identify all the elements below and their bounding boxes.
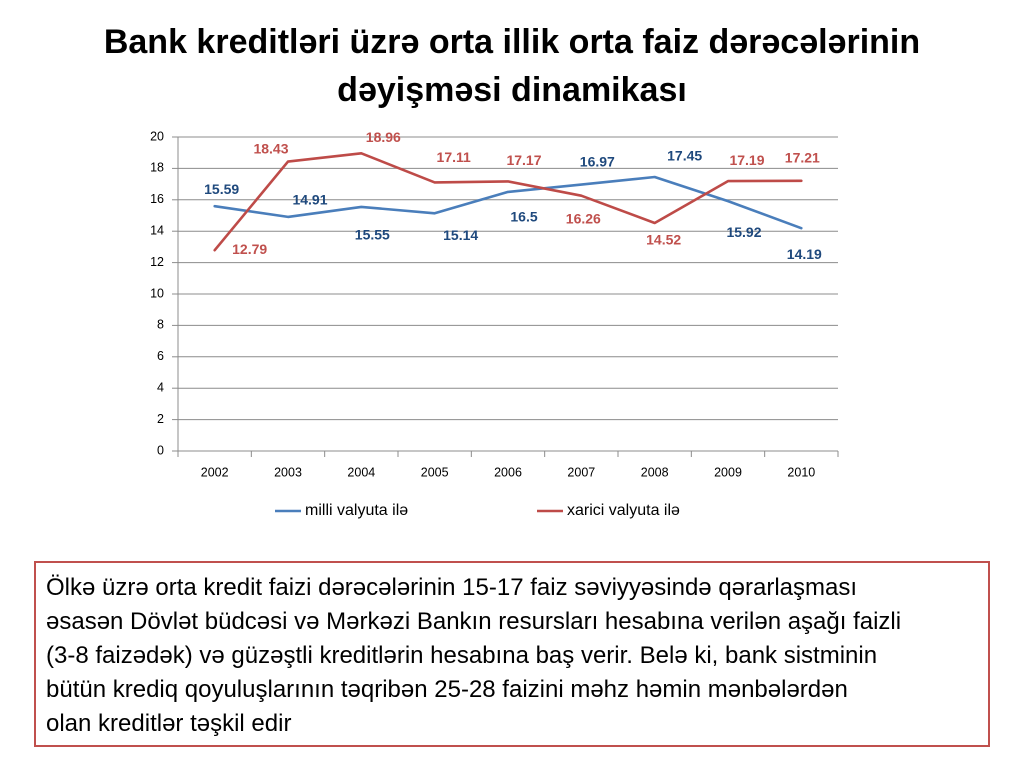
data-label: 14.52 [646,231,682,248]
y-tick-label: 20 [150,129,164,144]
x-tick-label: 2002 [200,465,229,480]
y-tick-label: 10 [150,286,164,301]
note-line: olan kreditlər təşkil edir [46,710,292,737]
legend-label: milli valyuta ilə [305,502,409,520]
data-label: 15.55 [354,226,390,243]
note-line: əsasən Dövlət büdcəsi və Mərkəzi Bankın resursları hesabına verilən aşağı faizli [46,608,902,635]
legend-label: xarici valyuta ilə [567,502,680,520]
data-label: 15.59 [204,180,240,197]
note-line: Ölkə üzrə orta kredit faizi dərəcələrinin 15-17 faiz səviyyəsində qərarlaşması [46,574,858,601]
y-tick-label: 4 [157,380,164,395]
y-tick-label: 0 [157,443,164,458]
y-tick-label: 18 [150,160,164,175]
x-tick-label: 2006 [494,465,522,480]
y-tick-label: 6 [157,349,164,364]
data-label: 16.5 [510,208,538,225]
x-tick-label: 2004 [347,465,376,480]
x-tick-label: 2007 [567,465,596,480]
data-label: 17.19 [729,151,765,168]
note-box [34,561,990,747]
legend-item [537,502,680,519]
data-label: 17.11 [436,149,471,166]
data-label: 12.79 [232,240,268,257]
data-label: 14.91 [292,191,328,208]
y-tick-label: 12 [150,254,164,269]
data-label: 15.92 [726,223,762,240]
data-label: 16.97 [579,153,615,170]
data-label: 17.21 [784,149,820,166]
data-label: 17.17 [506,152,542,169]
data-label: 16.26 [565,210,601,227]
note-line: (3-8 faizədək) və güzəştli kreditlərin hesabına baş verir. Belə ki, bank sistminin [46,642,878,669]
y-tick-label: 16 [150,192,164,207]
data-label: 18.43 [253,140,289,157]
y-tick-label: 2 [157,411,164,426]
page-title: Bank kreditləri üzrə orta illik orta faiz dərəcələrinin dəyişməsi dinamikası [103,23,921,109]
data-label: 15.14 [443,227,479,244]
x-tick-label: 2005 [420,465,449,480]
data-label: 18.96 [365,129,401,146]
y-tick-label: 14 [150,223,164,238]
y-tick-label: 8 [157,317,164,332]
x-tick-label: 2008 [640,465,669,480]
x-tick-label: 2003 [274,465,302,480]
note-line: bütün krediq qoyuluşlarının təqribən 25-28 faizini məhz həmin mənbələrdən [46,676,848,703]
x-tick-label: 2009 [714,465,742,480]
data-label: 14.19 [786,245,822,262]
legend-item [275,502,408,519]
data-label: 17.45 [667,147,703,164]
x-tick-label: 2010 [787,465,816,480]
